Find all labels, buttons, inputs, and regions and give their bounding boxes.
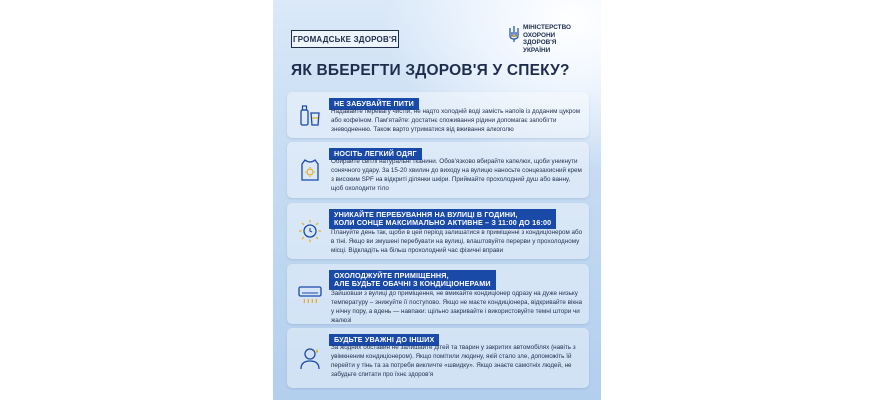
tip-text: За жодних обставин не залишайте дітей та тварин у закритих автомобілях (навіть з увімкненим кондиціонером). Якщо помітили людину, якій стало зле, допоможіть їй перейти у тінь та за потреби викличте «швидку». Якщо знаєте самотніх людей, не забудьте спитати про їхнє здоров'я	[331, 344, 576, 378]
ministry-name: МІНІСТЕРСТВО ОХОРОНИ ЗДОРОВ'Я УКРАЇНИ	[523, 24, 572, 54]
tip-card	[287, 203, 589, 259]
tip-text: Обирайте світлі натуральні тканини. Обов'язково вбирайте капелюх, щоби уникнути сонячного удару. За 15-20 хвилин до виходу на вулицю наносьте сонцезахисний крем з високим SPF на відкриті ділянки шкіри. Приймайте прохолодний душ або ванну, щоб охолодити тіло	[331, 158, 582, 192]
tip-text: Зайшовши з вулиці до приміщення, не вмикайте кондиціонер одразу на дуже низьку температуру – знижуйте її поступово. Якщо не маєте кондиціонера, відкривайте вікна у нічну пору, а вдень — навпаки: щільно закривайте і використовуйте темні штори чи жалюзі	[331, 290, 583, 324]
tip-title: УНИКАЙТЕ ПЕРЕБУВАННЯ НА ВУЛИЦІ В ГОДИНИ, КОЛИ СОНЦЕ МАКСИМАЛЬНО АКТИВНЕ – З 11:00 ДО 16:00	[329, 209, 556, 229]
sun-clock-icon	[293, 214, 327, 248]
tip-card	[287, 142, 589, 198]
category-label: ГРОМАДСЬКЕ ЗДОРОВ'Я	[291, 30, 399, 48]
tip-card	[287, 92, 589, 138]
tip-card	[287, 328, 589, 388]
tip-card	[287, 264, 589, 324]
tip-title: БУДЬТЕ УВАЖНІ ДО ІНШИХ	[329, 334, 439, 346]
tip-text: Плануйте день так, щоби в цей період залишатися в приміщенні з кондиціонером або в тіні. Якщо ви змушені перебувати на вулиці, влаштовуйте перерви у прохолодному місці. Відкладіть на більш прохолодний час фізичні вправи	[331, 229, 583, 254]
tip-text: Надавайте перевагу чистій, не надто холодній воді замість напоїв із доданим цукром або кофеїном. Пам'ятайте: достатнє споживання рідини допомагає запобігти зневодненню. Також варто утриматися від вживання алкоголю	[331, 108, 581, 133]
shirt-icon	[293, 153, 327, 187]
tip-title: НЕ ЗАБУВАЙТЕ ПИТИ	[329, 98, 419, 110]
person-sweat-icon	[293, 341, 327, 375]
water-bottle-icon	[293, 98, 327, 132]
ministry-logo	[509, 22, 593, 66]
poster	[273, 0, 601, 400]
page-title: ЯК ВБЕРЕГТИ ЗДОРОВ'Я У СПЕКУ?	[291, 62, 570, 79]
tip-title: НОСІТЬ ЛЕГКИЙ ОДЯГ	[329, 148, 422, 160]
air-conditioner-icon	[293, 277, 327, 311]
trident-icon	[509, 26, 519, 42]
tip-title: ОХОЛОДЖУЙТЕ ПРИМІЩЕННЯ, АЛЕ БУДЬТЕ ОБАЧНІ З КОНДИЦІОНЕРАМИ	[329, 270, 496, 290]
